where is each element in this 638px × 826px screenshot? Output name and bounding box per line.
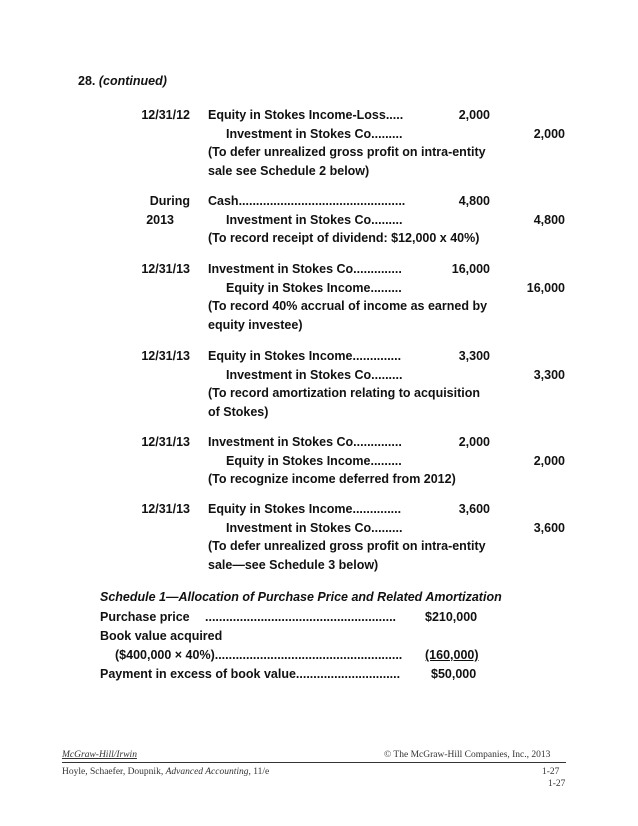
- entry-credit-account: Investment in Stokes Co.........: [226, 520, 403, 535]
- problem-number: 28.: [78, 74, 96, 88]
- entry-credit-amount: 3,300: [533, 367, 565, 382]
- entry-credit-account: Equity in Stokes Income.........: [226, 280, 402, 295]
- entry-explanation: of Stokes): [208, 404, 269, 419]
- entry-debit-account: Equity in Stokes Income-Loss.....: [208, 108, 404, 122]
- footer-copyright: © The McGraw-Hill Companies, Inc., 2013: [384, 750, 551, 760]
- schedule-excess-value: $50,000: [431, 667, 477, 681]
- entry-explanation: (To record amortization relating to acquisition: [208, 386, 481, 400]
- schedule-book-label: Book value acquired: [100, 629, 223, 643]
- schedule-title: Schedule 1—Allocation of Purchase Price and Related Amortization: [100, 590, 502, 604]
- footer-rule: [62, 762, 566, 763]
- footer-page: 1-27: [542, 767, 560, 777]
- schedule-purchase-label: Purchase price: [100, 610, 190, 624]
- entry-credit-amount: 3,600: [533, 520, 565, 535]
- entry-date: 12/31/13: [141, 262, 190, 276]
- entry-debit-account: Investment in Stokes Co..............: [208, 262, 402, 276]
- entry-credit-account: Investment in Stokes Co.........: [226, 126, 403, 141]
- entry-date: 2013: [146, 212, 174, 227]
- entry-explanation: (To recognize income deferred from 2012): [208, 472, 456, 486]
- schedule-book-value: (160,000): [425, 648, 479, 662]
- entry-credit-account: Investment in Stokes Co.........: [226, 367, 403, 382]
- footer-edition: , 11/e: [248, 767, 270, 777]
- problem-note: (continued): [98, 74, 167, 88]
- schedule-book-detail: ($400,000 × 40%)......................................................: [115, 648, 403, 662]
- schedule-excess-label: Payment in excess of book value..............................: [100, 667, 401, 681]
- entry-credit-account: Equity in Stokes Income.........: [226, 453, 402, 468]
- entry-debit-account: Equity in Stokes Income..............: [208, 502, 402, 516]
- entry-date: 12/31/13: [141, 502, 190, 516]
- entry-debit-amount: 4,800: [458, 194, 490, 208]
- entry-debit-amount: 3,600: [458, 502, 490, 516]
- entry-debit-amount: 3,300: [458, 349, 490, 363]
- entry-explanation: (To defer unrealized gross profit on intra-entity: [208, 539, 486, 553]
- entry-debit-account: Equity in Stokes Income..............: [208, 349, 402, 363]
- entry-debit-amount: 2,000: [458, 108, 490, 122]
- problem-heading: [78, 74, 167, 88]
- entry-date: 12/31/13: [141, 435, 190, 449]
- footer-publisher: McGraw-Hill/Irwin: [62, 750, 137, 760]
- entry-credit-account: Investment in Stokes Co.........: [226, 212, 403, 227]
- entry-debit-account: Investment in Stokes Co..............: [208, 435, 402, 449]
- entry-debit-account: Cash................................................: [208, 194, 406, 208]
- entry-date: 12/31/12: [141, 108, 190, 122]
- entry-explanation: sale—see Schedule 3 below): [208, 557, 379, 572]
- entry-credit-amount: 4,800: [533, 212, 565, 227]
- entry-explanation: (To defer unrealized gross profit on intra-entity: [208, 145, 486, 159]
- footer-authors: Hoyle, Schaefer, Doupnik,: [62, 767, 164, 777]
- entry-credit-amount: 2,000: [533, 126, 565, 141]
- schedule-purchase-value: $210,000: [425, 610, 478, 624]
- entry-date: During: [149, 194, 190, 208]
- schedule-purchase-dots: .......................................................: [205, 610, 397, 624]
- entry-debit-amount: 16,000: [451, 262, 490, 276]
- footer-citation: [62, 767, 269, 777]
- entry-explanation: (To record 40% accrual of income as earned by: [208, 299, 488, 313]
- entry-explanation: (To record receipt of dividend: $12,000 x 40%): [208, 231, 480, 245]
- entry-date: 12/31/13: [141, 349, 190, 363]
- footer-page-repeat: 1-27: [548, 779, 566, 789]
- entry-explanation: equity investee): [208, 317, 303, 332]
- entry-credit-amount: 2,000: [533, 453, 565, 468]
- entry-credit-amount: 16,000: [526, 280, 565, 295]
- entry-explanation: sale see Schedule 2 below): [208, 163, 370, 178]
- entry-debit-amount: 2,000: [458, 435, 490, 449]
- footer-book-title: Advanced Accounting: [165, 767, 249, 777]
